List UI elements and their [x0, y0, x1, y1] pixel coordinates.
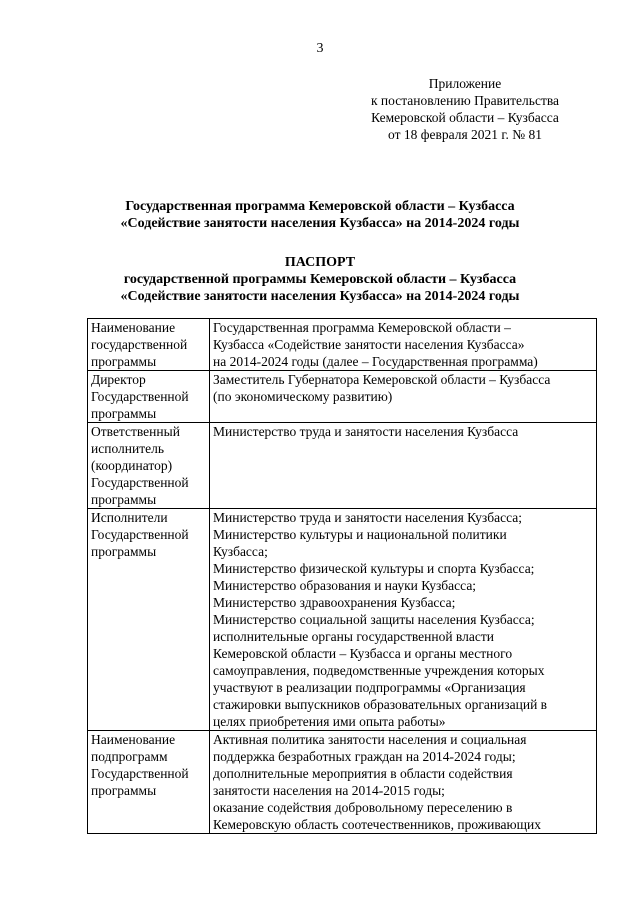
value-line: оказание содействия добровольному переселению в	[213, 800, 513, 815]
passport-heading-line: ПАСПОРТ	[284, 255, 356, 270]
passport-table	[87, 318, 597, 834]
value-line: исполнительные органы государственной власти	[213, 629, 494, 644]
value-line: участвуют в реализации подпрограммы «Организация	[213, 680, 526, 695]
value-line: Министерство образования и науки Кузбасса;	[213, 578, 477, 593]
label-line: (координатор)	[91, 458, 173, 473]
value-line: Заместитель Губернатора Кемеровской области – Кузбасса	[213, 372, 551, 387]
value-line: Министерство труда и занятости населения Кузбасса;	[213, 510, 522, 525]
label-line: Государственной	[91, 475, 189, 490]
value-line: Государственная программа Кемеровской области –	[213, 320, 511, 335]
row-label-cell	[88, 371, 210, 423]
label-line: программы	[91, 406, 157, 421]
label-line: Исполнители	[91, 510, 168, 525]
table-row	[88, 319, 597, 371]
appendix-line: Приложение	[428, 76, 502, 91]
table-row	[88, 731, 597, 834]
passport-heading-line: государственной программы Кемеровской области – Кузбасса	[123, 272, 517, 287]
value-line: Активная политика занятости населения и социальная	[213, 732, 527, 747]
label-line: Государственной	[91, 389, 189, 404]
program-title	[0, 198, 640, 232]
appendix-line: Кемеровской области – Кузбасса	[371, 110, 559, 125]
value-line: стажировки выпускников образовательных организаций в	[213, 697, 548, 712]
value-line: Министерство социальной защиты населения Кузбасса;	[213, 612, 535, 627]
label-line: Наименование	[91, 320, 176, 335]
row-value-cell	[210, 423, 597, 509]
value-line: Кузбасса «Содействие занятости населения Кузбасса»	[213, 337, 525, 352]
row-label-cell	[88, 509, 210, 731]
appendix-line: к постановлению Правительства	[370, 93, 560, 108]
value-line: поддержка безработных граждан на 2014-2024 годы;	[213, 749, 516, 764]
row-value-cell	[210, 731, 597, 834]
value-line: Министерство физической культуры и спорта Кузбасса;	[213, 561, 535, 576]
label-line: программы	[91, 544, 157, 559]
label-line: программы	[91, 492, 157, 507]
row-label-cell	[88, 423, 210, 509]
label-line: Ответственный	[91, 424, 180, 439]
page-number: 3	[316, 41, 324, 56]
appendix-line: от 18 февраля 2021 г. № 81	[388, 127, 542, 142]
value-line: на 2014-2024 годы (далее – Государственная программа)	[213, 354, 538, 369]
label-line: Государственной	[91, 527, 189, 542]
label-line: программы	[91, 354, 157, 369]
value-line: занятости населения на 2014-2015 годы;	[213, 783, 445, 798]
value-line: самоуправления, подведомственные учреждения которых	[213, 663, 545, 678]
value-line: Министерство культуры и национальной политики	[213, 527, 507, 542]
row-value-cell	[210, 319, 597, 371]
value-line: Министерство труда и занятости населения Кузбасса	[213, 424, 519, 439]
value-line: Кемеровскую область соотечественников, проживающих	[213, 817, 541, 832]
value-line: целях приобретения ими опыта работы»	[213, 714, 446, 729]
value-line: Министерство здравоохранения Кузбасса;	[213, 595, 456, 610]
program-title-line: «Содействие занятости населения Кузбасса» на 2014-2024 годы	[120, 216, 520, 231]
appendix-block	[340, 75, 590, 143]
passport-heading-line: «Содействие занятости населения Кузбасса» на 2014-2024 годы	[120, 289, 520, 304]
label-line: Государственной	[91, 766, 189, 781]
value-line: Кузбасса;	[213, 544, 268, 559]
value-line: (по экономическому развитию)	[213, 389, 393, 404]
label-line: программы	[91, 783, 157, 798]
row-value-cell	[210, 509, 597, 731]
row-label-cell	[88, 731, 210, 834]
table-row	[88, 509, 597, 731]
label-line: Наименование	[91, 732, 176, 747]
value-line: Кемеровской области – Кузбасса и органы местного	[213, 646, 513, 661]
row-value-cell	[210, 371, 597, 423]
value-line: дополнительные мероприятия в области содействия	[213, 766, 513, 781]
passport-table-body	[88, 319, 597, 834]
label-line: государственной	[91, 337, 188, 352]
passport-heading	[0, 254, 640, 305]
table-row	[88, 371, 597, 423]
table-row	[88, 423, 597, 509]
program-title-line: Государственная программа Кемеровской области – Кузбасса	[125, 199, 515, 214]
label-line: подпрограмм	[91, 749, 168, 764]
label-line: исполнитель	[91, 441, 164, 456]
row-label-cell	[88, 319, 210, 371]
label-line: Директор	[91, 372, 146, 387]
